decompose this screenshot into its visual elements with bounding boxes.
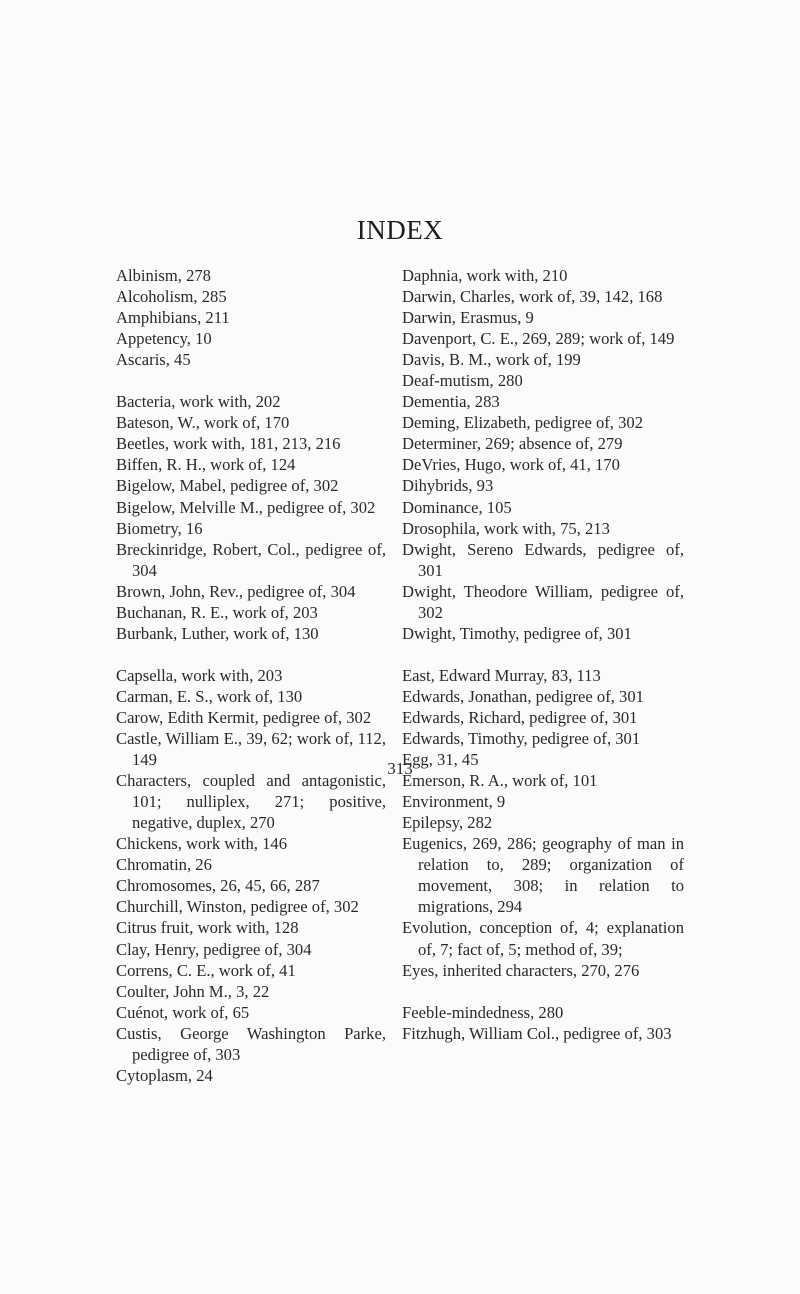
index-entry: Deaf-mutism, 280: [402, 371, 523, 391]
index-entry: Biffen, R. H., work of, 124: [116, 455, 296, 475]
page-number: 313: [387, 759, 413, 778]
index-entry: Clay, Henry, pedigree of, 304: [116, 939, 312, 959]
index-entry: Churchill, Winston, pedigree of, 302: [116, 897, 359, 917]
index-entry: Chromosomes, 26, 45, 66, 287: [116, 876, 320, 896]
index-entry: Bigelow, Melville M., pedigree of, 302: [116, 497, 376, 517]
index-entry: Breckinridge, Robert, Col., pedigree of, 304: [116, 539, 386, 580]
index-entry: Davenport, C. E., 269, 289; work of, 149: [402, 329, 675, 349]
index-entry: Dementia, 283: [402, 392, 500, 412]
section-gap: [116, 644, 386, 665]
section-gap: [402, 981, 684, 1002]
index-entry: Alcoholism, 285: [116, 287, 227, 307]
index-entry: Carman, E. S., work of, 130: [116, 686, 303, 706]
index-entry: Burbank, Luther, work of, 130: [116, 623, 319, 643]
index-entry: Bacteria, work with, 202: [116, 392, 281, 412]
index-entry: Citrus fruit, work with, 128: [116, 918, 299, 938]
index-entry: Fitzhugh, William Col., pedigree of, 303: [402, 1023, 672, 1043]
section-gap: [402, 644, 684, 665]
index-entry: DeVries, Hugo, work of, 41, 170: [402, 455, 620, 475]
index-entry: Cuénot, work of, 65: [116, 1002, 250, 1022]
index-entry: Chromatin, 26: [116, 855, 212, 875]
index-entry: Epilepsy, 282: [402, 813, 493, 833]
index-entry: Environment, 9: [402, 792, 506, 812]
index-column-right: [402, 265, 684, 1044]
index-entry: Edwards, Richard, pedigree of, 301: [402, 707, 638, 727]
index-entry: Carow, Edith Kermit, pedigree of, 302: [116, 707, 372, 727]
index-entry: Dominance, 105: [402, 497, 512, 517]
index-entry: Dwight, Theodore William, pedigree of, 302: [402, 581, 684, 622]
index-entry: Darwin, Charles, work of, 39, 142, 168: [402, 287, 663, 307]
index-entry: Evolution, conception of, 4; explanation of, 7; fact of, 5; method of, 39;: [402, 918, 684, 959]
index-entry: Amphibians, 211: [116, 308, 230, 328]
section-gap: [116, 370, 386, 391]
index-entry: Eyes, inherited characters, 270, 276: [402, 960, 640, 980]
index-entry: Determiner, 269; absence of, 279: [402, 434, 623, 454]
index-entry: Davis, B. M., work of, 199: [402, 350, 581, 370]
index-entry: Biometry, 16: [116, 518, 203, 538]
index-entry: Capsella, work with, 203: [116, 665, 283, 685]
index-entry: Dwight, Timothy, pedigree of, 301: [402, 623, 632, 643]
index-entry: Eugenics, 269, 286; geography of man in relation to, 289; organization of movement, 308; in relation to migrations, 294: [402, 834, 684, 917]
index-entry: Edwards, Jonathan, pedigree of, 301: [402, 686, 644, 706]
index-entry: Characters, coupled and antagonistic, 101; nulliplex, 271; positive, negative, duplex, 270: [116, 771, 386, 833]
index-entry: Brown, John, Rev., pedigree of, 304: [116, 581, 356, 601]
index-entry: Feeble-mindedness, 280: [402, 1002, 564, 1022]
index-entry: Egg, 31, 45: [402, 750, 479, 770]
index-entry: Dihybrids, 93: [402, 476, 494, 496]
index-entry: Bateson, W., work of, 170: [116, 413, 290, 433]
index-entry: Buchanan, R. E., work of, 203: [116, 602, 318, 622]
index-entry: Cytoplasm, 24: [116, 1065, 213, 1085]
index-entry: Albinism, 278: [116, 266, 211, 285]
index-entry: Appetency, 10: [116, 329, 212, 349]
index-entry: Correns, C. E., work of, 41: [116, 960, 296, 980]
index-entry: Beetles, work with, 181, 213, 216: [116, 434, 341, 454]
index-entry: Emerson, R. A., work of, 101: [402, 771, 598, 791]
index-entry: Darwin, Erasmus, 9: [402, 308, 534, 328]
index-entry: Coulter, John M., 3, 22: [116, 981, 270, 1001]
page-title: INDEX: [356, 215, 444, 245]
index-entry: Chickens, work with, 146: [116, 834, 287, 854]
index-entry: Drosophila, work with, 75, 213: [402, 518, 610, 538]
index-entry: Edwards, Timothy, pedigree of, 301: [402, 729, 641, 749]
index-entry: Ascaris, 45: [116, 350, 191, 370]
index-entry: Daphnia, work with, 210: [402, 266, 568, 285]
index-entry: Bigelow, Mabel, pedigree of, 302: [116, 476, 339, 496]
index-entry: Dwight, Sereno Edwards, pedigree of, 301: [402, 539, 684, 580]
index-entry: Castle, William E., 39, 62; work of, 112, 149: [116, 729, 386, 770]
index-column-left: [116, 265, 386, 1086]
index-entry: Custis, George Washington Parke, pedigree of, 303: [116, 1023, 386, 1064]
index-entry: East, Edward Murray, 83, 113: [402, 665, 601, 685]
index-entry: Deming, Elizabeth, pedigree of, 302: [402, 413, 643, 433]
